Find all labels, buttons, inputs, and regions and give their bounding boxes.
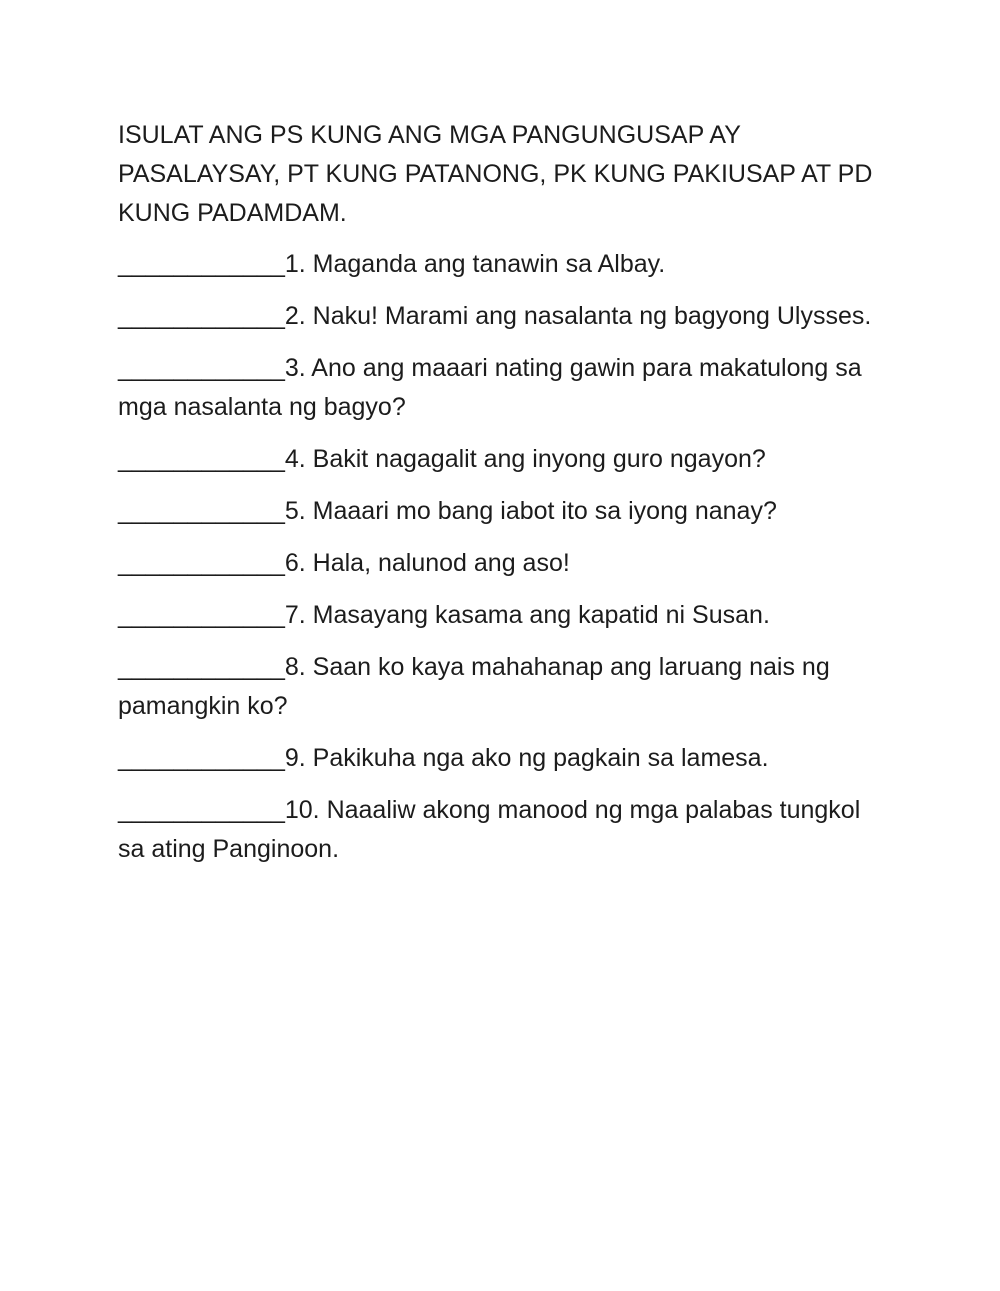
item-number: 8. bbox=[284, 653, 306, 681]
item-number: 3. bbox=[284, 354, 306, 382]
item-text: Ano ang maaari nating gawin para makatulong sa mga nasalanta ng bagyo? bbox=[118, 354, 862, 421]
list-item-10 bbox=[118, 791, 893, 869]
item-text: Hala, nalunod ang aso! bbox=[305, 549, 570, 577]
list-item-2 bbox=[118, 297, 893, 336]
answer-blank: ____________ bbox=[118, 549, 285, 577]
list-item-6 bbox=[118, 544, 893, 583]
item-text: Masayang kasama ang kapatid ni Susan. bbox=[305, 601, 770, 629]
item-number: 2. bbox=[284, 302, 306, 330]
item-number: 10. bbox=[284, 796, 320, 824]
item-text: Naaaliw akong manood ng mga palabas tungkol sa ating Panginoon. bbox=[118, 796, 861, 863]
item-text: Maganda ang tanawin sa Albay. bbox=[305, 250, 666, 278]
worksheet-content bbox=[118, 116, 893, 882]
item-text: Pakikuha nga ako ng pagkain sa lamesa. bbox=[305, 744, 769, 772]
item-text: Maaari mo bang iabot ito sa iyong nanay? bbox=[305, 497, 777, 525]
instructions-text: ISULAT ANG PS KUNG ANG MGA PANGUNGUSAP AY PASALAYSAY, PT KUNG PATANONG, PK KUNG PAKIUSAP AT PD KUNG PADAMDAM. bbox=[118, 121, 873, 227]
answer-blank: ____________ bbox=[118, 445, 285, 473]
item-text: Naku! Marami ang nasalanta ng bagyong Ulysses. bbox=[305, 302, 872, 330]
list-item-7 bbox=[118, 596, 893, 635]
item-number: 4. bbox=[284, 445, 306, 473]
list-item-9 bbox=[118, 739, 893, 778]
answer-blank: ____________ bbox=[118, 796, 285, 824]
answer-blank: ____________ bbox=[118, 601, 285, 629]
item-number: 5. bbox=[284, 497, 306, 525]
list-item-4 bbox=[118, 440, 893, 479]
item-text: Saan ko kaya mahahanap ang laruang nais ng pamangkin ko? bbox=[118, 653, 830, 720]
answer-blank: ____________ bbox=[118, 497, 285, 525]
list-item-8 bbox=[118, 648, 893, 726]
answer-blank: ____________ bbox=[118, 250, 285, 278]
item-number: 6. bbox=[284, 549, 306, 577]
answer-blank: ____________ bbox=[118, 653, 285, 681]
answer-blank: ____________ bbox=[118, 302, 285, 330]
list-item-3 bbox=[118, 349, 893, 427]
item-number: 9. bbox=[284, 744, 306, 772]
list-item-1 bbox=[118, 245, 893, 284]
item-text: Bakit nagagalit ang inyong guro ngayon? bbox=[305, 445, 766, 473]
list-item-5 bbox=[118, 492, 893, 531]
item-number: 1. bbox=[284, 250, 306, 278]
answer-blank: ____________ bbox=[118, 354, 285, 382]
item-number: 7. bbox=[284, 601, 306, 629]
answer-blank: ____________ bbox=[118, 744, 285, 772]
